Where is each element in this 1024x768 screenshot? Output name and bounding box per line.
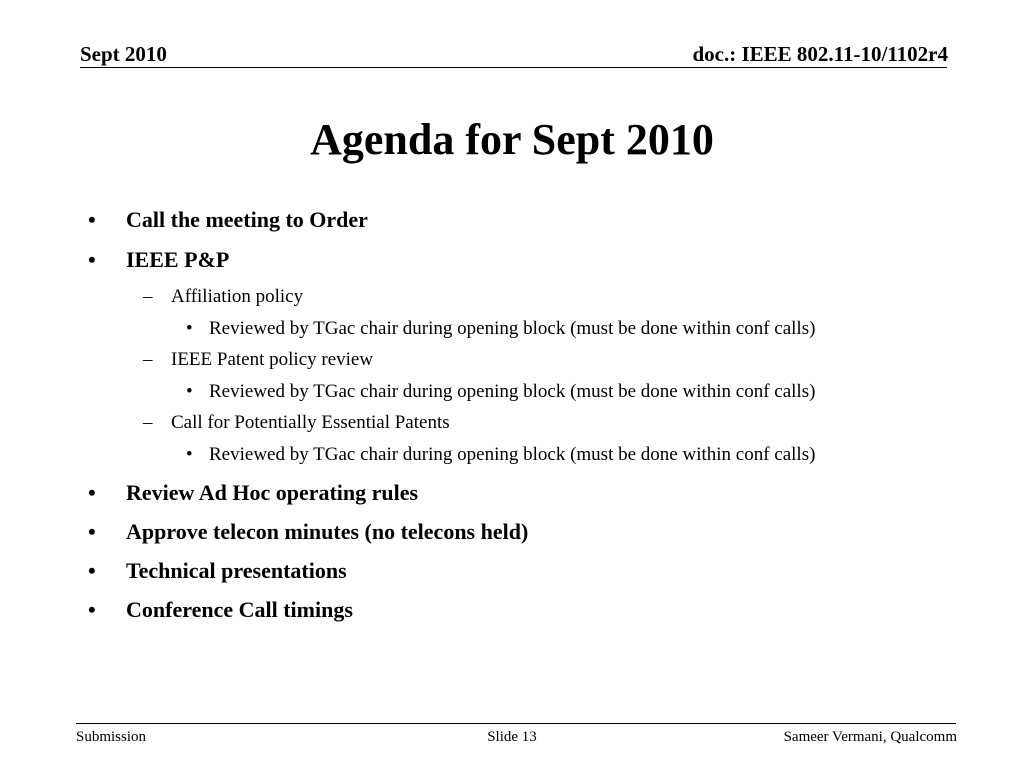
agenda-item-label: Conference Call timings [126,597,353,622]
agenda-subitem [0,348,1024,372]
agenda-item [0,246,1024,274]
agenda-item [0,596,1024,624]
footer-divider [76,723,956,724]
bullet-marker: • [88,597,96,622]
agenda-note [0,317,1024,341]
agenda-item-label: Call the meeting to Order [126,207,368,232]
footer-slide-number: Slide 13 [487,729,537,745]
agenda-subitem-label: IEEE Patent policy review [171,349,374,370]
bullet-marker: • [88,558,96,583]
bullet-marker: • [186,444,193,465]
agenda-note-label: Reviewed by TGac chair during opening block (must be done within conf calls) [209,381,816,402]
agenda-item [0,479,1024,507]
agenda-note [0,443,1024,467]
header-doc-id: doc.: IEEE 802.11-10/1102r4 [692,42,948,66]
agenda-subitem-label: Affiliation policy [171,286,304,307]
footer-submission: Submission [76,729,147,745]
agenda-note [0,380,1024,404]
dash-marker: – [143,286,153,307]
agenda-item [0,206,1024,234]
agenda-item [0,557,1024,585]
agenda-item-label: Technical presentations [126,558,347,583]
agenda-note-label: Reviewed by TGac chair during opening block (must be done within conf calls) [209,318,816,339]
agenda-item-label: IEEE P&P [126,247,230,272]
agenda-item [0,518,1024,546]
dash-marker: – [143,412,153,433]
agenda-subitem-label: Call for Potentially Essential Patents [171,412,450,433]
slide-title: Agenda for Sept 2010 [310,115,714,164]
agenda-subitem [0,285,1024,309]
header-divider [80,67,947,68]
dash-marker: – [143,349,153,370]
bullet-marker: • [88,247,96,272]
bullet-marker: • [186,318,193,339]
agenda-note-label: Reviewed by TGac chair during opening block (must be done within conf calls) [209,444,816,465]
bullet-marker: • [88,480,96,505]
agenda-subitem [0,411,1024,435]
bullet-marker: • [88,519,96,544]
bullet-marker: • [186,381,193,402]
agenda-item-label: Approve telecon minutes (no telecons held) [126,519,529,544]
header-date: Sept 2010 [80,42,167,66]
footer-author: Sameer Vermani, Qualcomm [783,729,957,745]
agenda-item-label: Review Ad Hoc operating rules [126,480,419,505]
bullet-marker: • [88,207,96,232]
